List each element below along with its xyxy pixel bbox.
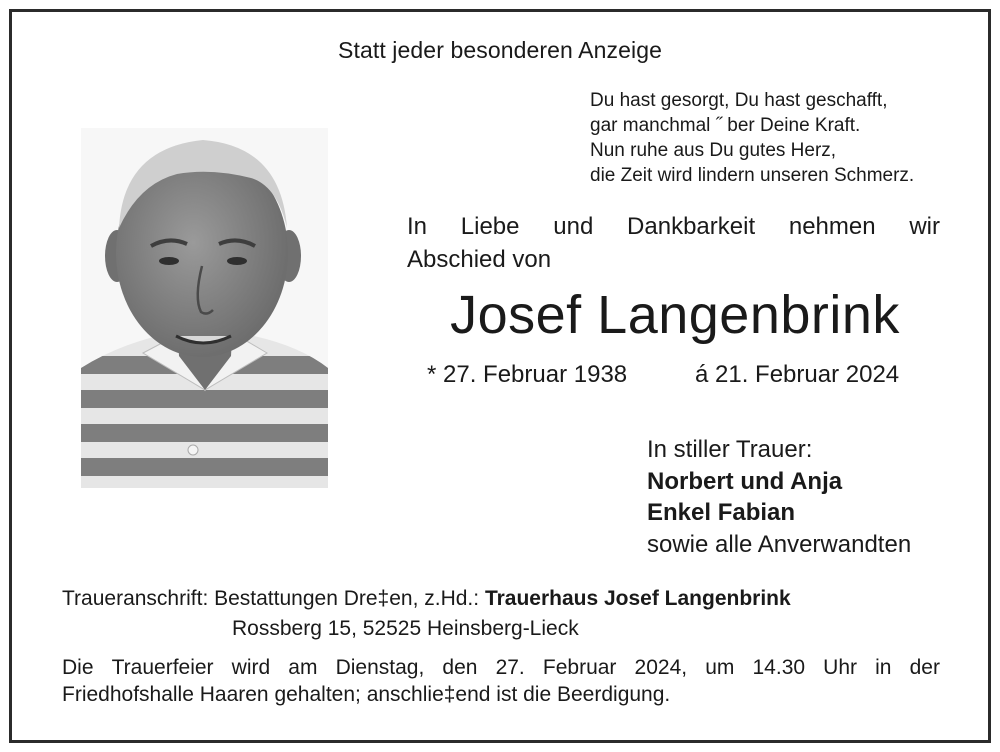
mourners-others: sowie alle Anverwandten [647,530,912,558]
intro-word: und [553,213,594,240]
ceremony-word: in [875,656,892,679]
poem [590,88,914,188]
ceremony-info [62,654,940,708]
poem-line: gar manchmal ˝ ber Deine Kraft. [590,115,861,136]
ceremony-word: 14.30 [752,656,806,679]
mourner-name: Norbert und Anja [647,467,843,495]
intro-word: nehmen [788,213,876,240]
ceremony-line-2: Friedhofshalle Haaren gehalten; anschlie‡end ist die Beerdigung. [62,683,671,706]
intro-line-2: Abschied von [407,246,552,273]
birth-date: * 27. Februar 1938 [427,361,628,388]
ceremony-word: Dienstag, [335,656,425,679]
ceremony-word: Uhr [823,656,858,679]
notice-header: Statt jeder besonderen Anzeige [338,37,662,63]
ceremony-word: 27. [495,656,525,679]
ceremony-word: der [909,656,940,679]
address-recipient: Trauerhaus Josef Langenbrink [484,587,791,610]
ceremony-word: 2024, [634,656,688,679]
ceremony-word: wird [231,656,271,679]
ceremony-line-1 [62,654,940,681]
intro-text [407,210,940,276]
poem-line: Du hast gesorgt, Du hast geschafft, [590,90,888,111]
ceremony-word: um [705,656,735,679]
ceremony-word: Die [62,656,94,679]
poem-line: Nun ruhe aus Du gutes Herz, [590,140,837,161]
ceremony-word: Februar [542,656,617,679]
intro-word: In [407,213,428,240]
mourners-block [647,434,911,560]
poem-line: die Zeit wird lindern unseren Schmerz. [590,165,915,186]
address-prefix: Traueranschrift: Bestattungen Dre‡en, z.Hd.: [62,587,485,610]
mourning-address [62,587,791,611]
intro-word: wir [909,213,940,240]
ceremony-word: am [288,656,318,679]
ceremony-word: Trauerfeier [111,656,214,679]
ceremony-word: den [442,656,478,679]
intro-word: Dankbarkeit [627,213,756,240]
intro-word: Liebe [460,213,520,240]
death-date: á 21. Februar 2024 [695,361,900,388]
intro-line-1 [407,210,940,243]
deceased-name: Josef Langenbrink [450,285,900,345]
mourner-name: Enkel Fabian [647,499,796,526]
mourners-label: In stiller Trauer: [647,436,813,463]
address-street: Rossberg 15, 52525 Heinsberg-Lieck [232,617,579,640]
